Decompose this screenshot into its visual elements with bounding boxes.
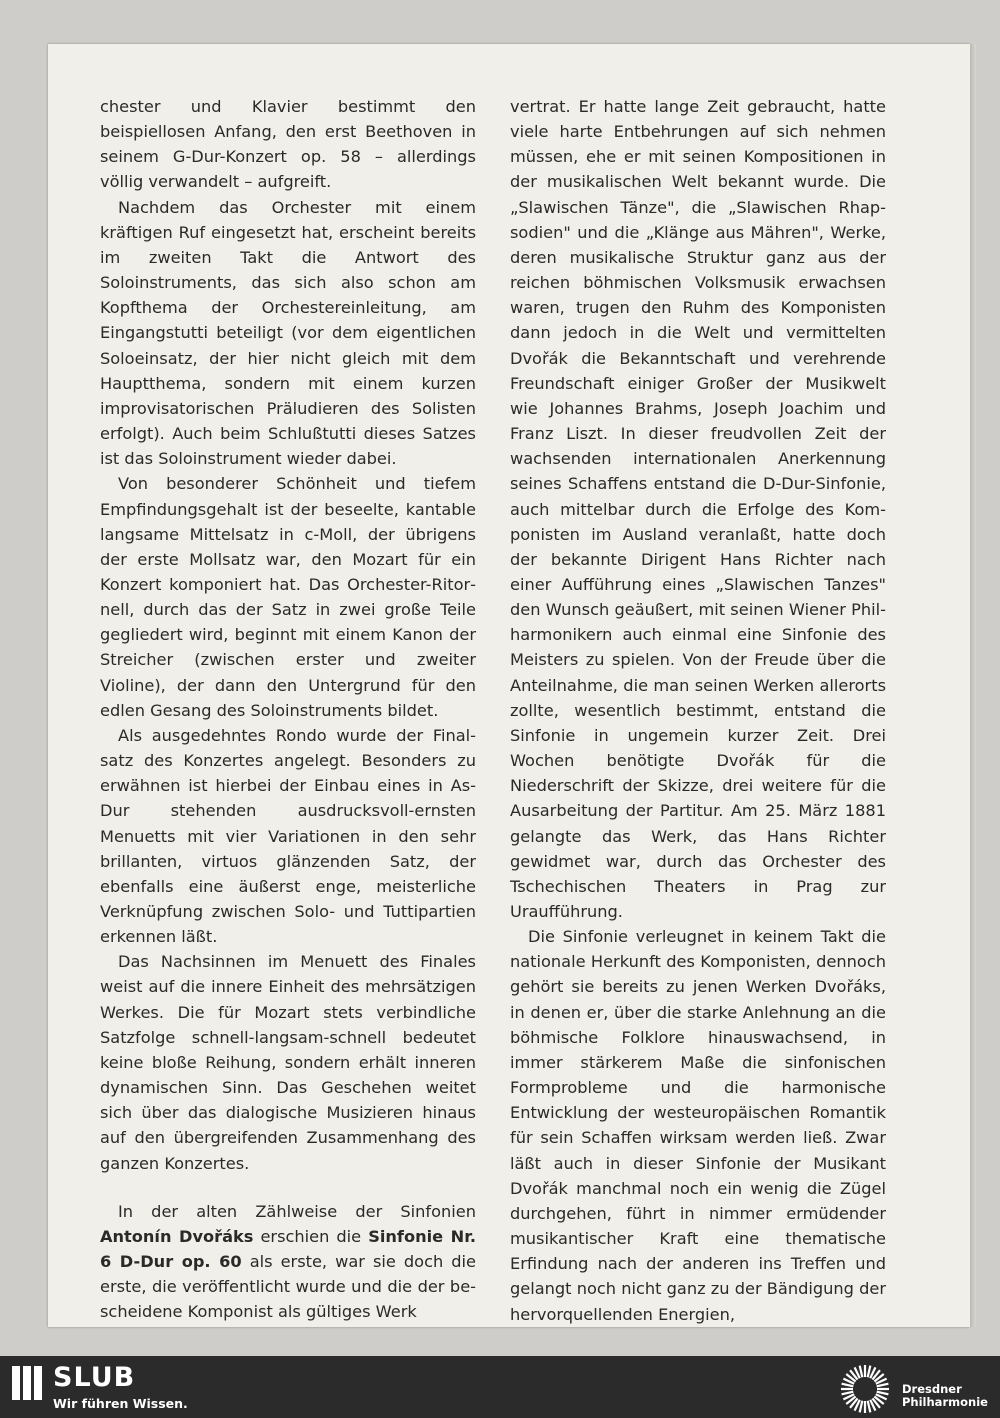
paragraph: vertrat. Er hatte lange Zeit gebraucht, hatte viele harte Entbehrungen auf sich nehmen müssen, ehe er mit seinen Kompositionen in der musikalischen Welt bekannt wurde. Die „Slawischen Tänze", die „Slawischen Rhapsodien" und die „Klänge aus Mähren", Werke, deren musikalische Struktur ganz aus der reichen böhmischen Volksmusik erwachsen waren, trugen den Ruhm des Komponisten dann jedoch in die Welt und vermittelten Dvořák die Bekanntschaft und verehrende Freundschaft einiger Großer der Musikwelt wie Johannes Brahms, Joseph Joachim und Franz Liszt. In dieser freudvollen Zeit der wachsenden internationalen Anerkennung seines Schaffens entstand die D-Dur-Sinfonie, auch mittelbar durch die Erfolge des Komponisten im Ausland veranlaßt, hatte doch der bekannte Dirigent Hans Richter nach einer Aufführung eines „Slawischen Tanzes" den Wunsch geäußert, mit seinen Wiener Philharmonikern auch einmal eine Sinfonie des Meisters zu spielen. Von der Freude über die Anteilnahme, die man seinen Werken allerorts zollte, wesentlich bestimmt, entstand die Sinfonie in ungemein kurzer Zeit. Drei Wochen benötigte Dvořák für die Niederschrift der Skizze, drei weitere für die Ausarbeitung der Partitur. Am 25. März 1881 gelangte das Werk, das Hans Richter gewidmet war, durch das Orchester des Tschechischen Theaters in Prag zur Uraufführung. — [510, 97, 886, 921]
logo-ray — [842, 1392, 854, 1395]
text-column-right — [510, 94, 886, 1327]
logo-ray — [868, 1401, 871, 1413]
logo-ray — [860, 1401, 863, 1413]
page-edge — [970, 44, 976, 1327]
intro-text-rest: als erste, war sie doch die erste, die veröffentlicht wurde und die der bescheidene Komponist als gültiges Werk — [100, 1252, 476, 1322]
paragraph: Als ausgedehntes Rondo wurde der Finalsatz des Konzertes angelegt. Besonders zu erwähnen ist hierbei der Einbau eines in As-Dur stehenden ausdrucksvoll-ernsten Menuetts mit vier Variationen in den sehr brillanten, virtuos glänzenden Satz, der ebenfalls eine äußerst enge, meisterliche Verknüpfung zwischen Solo- und Tuttipartien erkennen läßt. — [100, 725, 476, 947]
library-name: SLUB — [53, 1362, 136, 1393]
logo-ray — [877, 1384, 889, 1387]
logo-ray — [868, 1366, 871, 1378]
library-tagline: Wir führen Wissen. — [53, 1396, 188, 1411]
paragraph: chester und Klavier bestimmt den beispiellosen Anfang, den erst Beethoven in seinem G-Dur-Konzert op. 58 – allerdings völlig verwandelt – aufgreift. — [100, 97, 476, 192]
paragraph-symphony-intro — [100, 1199, 476, 1325]
paragraph: Das Nachsinnen im Menuett des Finales weist auf die innere Einheit des mehrsätzigen Werkes. Die für Mozart stets verbindliche Satzfolge schnell-langsam-schnell bedeutet keine bloße Reihung, sondern erhält inneren dynamischen Sinn. Das Geschehen weitet sich über das dialogische Musizieren hinaus auf den übergreifenden Zusammenhang des ganzen Konzertes. — [100, 952, 476, 1173]
partner-name-line2: Philharmonie — [902, 1395, 988, 1409]
work-title: Sinfonie Nr. 6 D-Dur op. 60 — [100, 1226, 477, 1272]
slub-logo-icon — [12, 1366, 42, 1400]
dresdner-philharmonie-logo-icon — [840, 1364, 890, 1414]
partner-name — [902, 1383, 988, 1409]
paragraph: Die Sinfonie verleugnet in keinem Takt die nationale Herkunft des Komponisten, dennoch gehört sie bereits zu jenen Werken Dvořáks, in denen er, über die starke Anlehnung an die böhmische Folklore hinauswachsend, in immer stärkerem Maße die sinfonischen Formprobleme und die harmonische Entwicklung der westeuropäischen Romantik für sein Schaffen wirksam werden ließ. Zwar läßt auch in dieser Sinfonie der Musikant Dvořák manchmal noch ein wenig die Zügel durchgehen, führt in nimmer ermüdender musikantischer Kraft eine thematische Erfindung nach der anderen ins Treffen und gelangt noch nicht ganz zu der Bändigung der hervorquellenden Energien, — [510, 927, 886, 1324]
composer-name: Antonín Dvořáks — [100, 1226, 254, 1246]
logo-ray — [860, 1366, 863, 1378]
logo-ray — [877, 1392, 889, 1395]
partner-name-line1: Dresdner — [902, 1382, 962, 1396]
intro-text: In der alten Zählweise der Sinfonien — [118, 1201, 476, 1221]
intro-text-mid: erschien die — [260, 1226, 362, 1246]
text-column-left — [100, 94, 476, 1325]
paragraph: Nachdem das Orchester mit einem kräftigen Ruf eingesetzt hat, erscheint bereits im zweiten Takt die Antwort des Soloinstruments, das sich also schon am Kopfthema der Orchestereinleitung, am Eingangstutti beteiligt (vor dem eigentlichen Soloeinsatz, der hier nicht gleich mit dem Hauptthema, sondern mit einem kurzen improvisatorischen Präludieren des Solisten erfolgt). Auch beim Schlußtutti dieses Satzes ist das Soloinstrument wieder dabei. — [100, 197, 476, 469]
logo-ray — [842, 1384, 854, 1387]
paragraph: Von besonderer Schönheit und tiefem Empfindungsgehalt ist der beseelte, kantable langsame Mittelsatz in c-Moll, der übrigens der erste Mollsatz war, den Mozart für ein Konzert komponiert hat. Das Orchester-Ritornell, durch das der Satz in zwei große Teile gegliedert wird, beginnt mit einem Kanon der Streicher (zwischen erster und zweiter Violine), der dann den Untergrund für den edlen Gesang des Soloinstruments bildet. — [100, 474, 476, 720]
